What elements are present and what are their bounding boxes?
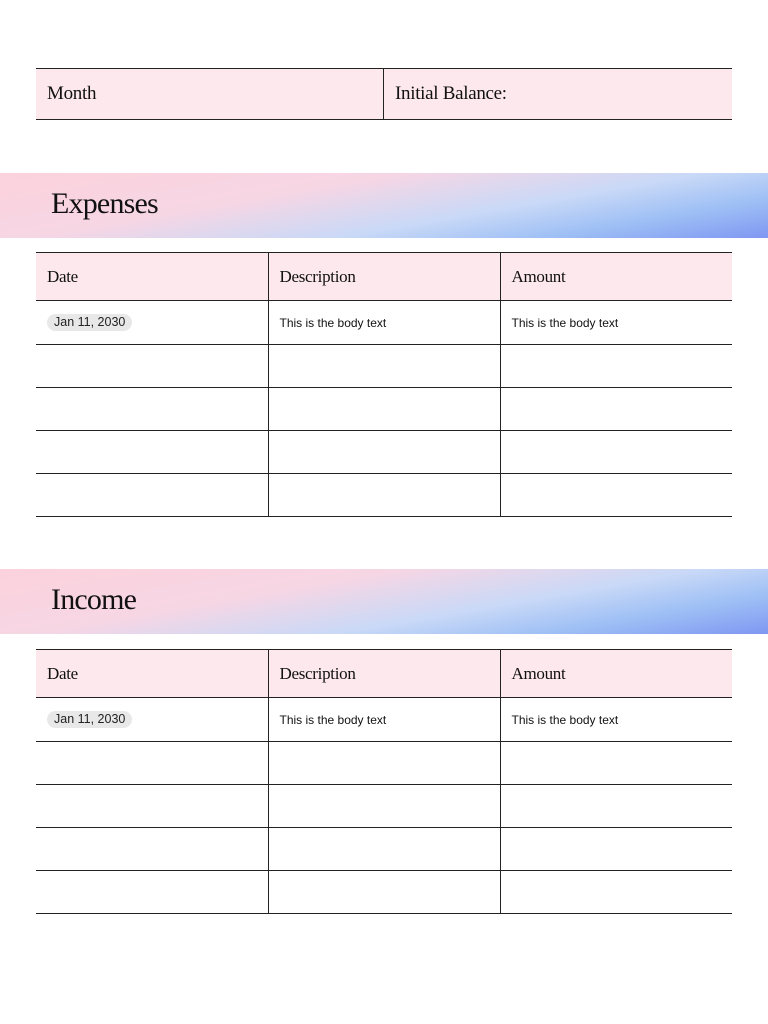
expenses-title: Expenses [51,186,158,220]
date-cell[interactable] [36,742,268,785]
date-cell[interactable] [36,301,268,345]
description-cell[interactable]: This is the body text [268,698,500,742]
column-header-description: Description [268,253,500,301]
column-header-amount: Amount [500,253,732,301]
table-row [36,388,732,431]
description-cell[interactable] [268,742,500,785]
amount-cell[interactable]: This is the body text [500,301,732,345]
date-cell[interactable] [36,828,268,871]
column-header-date: Date [36,253,268,301]
description-cell[interactable] [268,474,500,517]
date-cell[interactable] [36,388,268,431]
description-cell[interactable] [268,785,500,828]
table-row [36,474,732,517]
income-title: Income [51,582,137,616]
table-row [36,345,732,388]
table-row [36,871,732,914]
date-chip[interactable]: Jan 11, 2030 [47,314,132,331]
amount-cell[interactable] [500,742,732,785]
table-row [36,785,732,828]
table-row [36,698,732,742]
column-header-description: Description [268,650,500,698]
table-row [36,742,732,785]
amount-cell[interactable] [500,828,732,871]
date-cell[interactable] [36,474,268,517]
amount-cell[interactable] [500,345,732,388]
amount-cell[interactable] [500,474,732,517]
date-chip[interactable]: Jan 11, 2030 [47,711,132,728]
month-field[interactable] [36,69,384,119]
expenses-table [36,252,732,517]
income-table [36,649,732,914]
table-row [36,301,732,345]
description-cell[interactable]: This is the body text [268,301,500,345]
income-banner [0,569,768,634]
expenses-header-row [36,253,732,301]
column-header-amount: Amount [500,650,732,698]
date-cell[interactable] [36,431,268,474]
amount-cell[interactable] [500,785,732,828]
date-cell[interactable] [36,871,268,914]
amount-cell[interactable] [500,431,732,474]
description-cell[interactable] [268,828,500,871]
description-cell[interactable] [268,431,500,474]
amount-cell[interactable]: This is the body text [500,698,732,742]
summary-header [36,68,732,120]
column-header-date: Date [36,650,268,698]
date-cell[interactable] [36,785,268,828]
date-cell[interactable] [36,345,268,388]
table-row [36,431,732,474]
table-row [36,828,732,871]
description-cell[interactable] [268,871,500,914]
month-label: Month [47,83,97,104]
amount-cell[interactable] [500,388,732,431]
income-header-row [36,650,732,698]
date-cell[interactable] [36,698,268,742]
expenses-banner [0,173,768,238]
description-cell[interactable] [268,388,500,431]
description-cell[interactable] [268,345,500,388]
initial-balance-label: Initial Balance: [395,83,507,104]
initial-balance-field[interactable] [384,69,732,119]
amount-cell[interactable] [500,871,732,914]
